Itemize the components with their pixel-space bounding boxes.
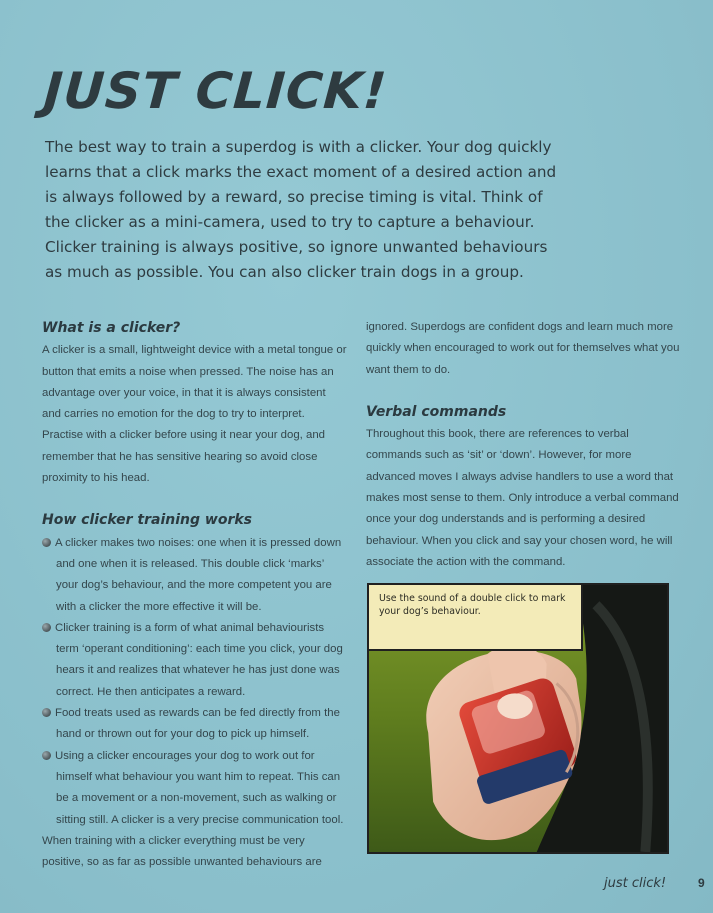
continued-paragraph: ignored. Superdogs are confident dogs and learn much more quickly when encouraged to work out for themselves what you want them to do. — [366, 321, 680, 376]
footer-chapter-label: just click! — [604, 876, 667, 891]
page-title: JUST CLICK! — [41, 62, 390, 120]
page-number: 9 — [698, 876, 705, 890]
bullet-icon — [42, 538, 51, 547]
bullet-icon — [42, 751, 51, 760]
right-column — [366, 317, 681, 573]
list-item: Food treats used as rewards can be fed directly from the hand or thrown out for your dog to pick up himself. — [42, 703, 347, 746]
list-item: A clicker makes two noises: one when it is pressed down and one when it is released. This double click ‘marks’ your dog’s behaviour, and the more competent you are with a clicker the more effective it will be. — [42, 533, 347, 618]
section-heading-what-is-clicker: What is a clicker? — [42, 320, 181, 336]
list-item: Using a clicker encourages your dog to work out for himself what behaviour you want him to repeat. This can be a movement or a non-movement, such as walking or sitting still. A clicker is a very precise communication tool. — [42, 746, 347, 831]
bullet-icon — [42, 708, 51, 717]
list-item: Clicker training is a form of what animal behaviourists term ‘operant conditioning’: each time you click, your dog hears it and realizes that whatever he has just done was correct. He then anticipates a reward. — [42, 618, 347, 703]
photo-caption: Use the sound of a double click to mark your dog’s behaviour. — [369, 585, 583, 651]
bullet-icon — [42, 623, 51, 632]
closing-paragraph: When training with a clicker everything must be very positive, so as far as possible unwanted behaviours are — [42, 834, 322, 869]
section-heading-how-it-works: How clicker training works — [42, 512, 252, 529]
section-text-what-is-clicker: A clicker is a small, lightweight device with a metal tongue or button that emits a noise when pressed. The noise has an advantage over your voice, in that it is always consistent and carries no emotion for the dog to try to interpret. Practise with a clicker before using it near your dog, and remember that he has sensitive hearing so avoid close proximity to his head. — [42, 344, 347, 485]
left-column — [42, 318, 347, 873]
bullet-list — [42, 533, 347, 831]
section-heading-verbal-commands: Verbal commands — [366, 403, 507, 420]
intro-paragraph: The best way to train a superdog is with a clicker. Your dog quickly learns that a click marks the exact moment of a desired action and is always followed by a reward, so precise timing is vital. Think of the clicker as a mini-camera, used to try to capture a behaviour. Clicker training is always positive, so ignore unwanted behaviours as much as possible. You can also clicker train dogs in a group. — [45, 138, 557, 281]
clicker-photo — [367, 583, 669, 854]
section-text-verbal-commands: Throughout this book, there are references to verbal commands such as ‘sit’ or ‘down’. However, for more advanced moves I always advise handlers to use a word that makes most sense to them. Only introduce a verbal command once your dog understands and is performing a desired behaviour. When you click and say your chosen word, he will associate the action with the command. — [366, 428, 679, 568]
